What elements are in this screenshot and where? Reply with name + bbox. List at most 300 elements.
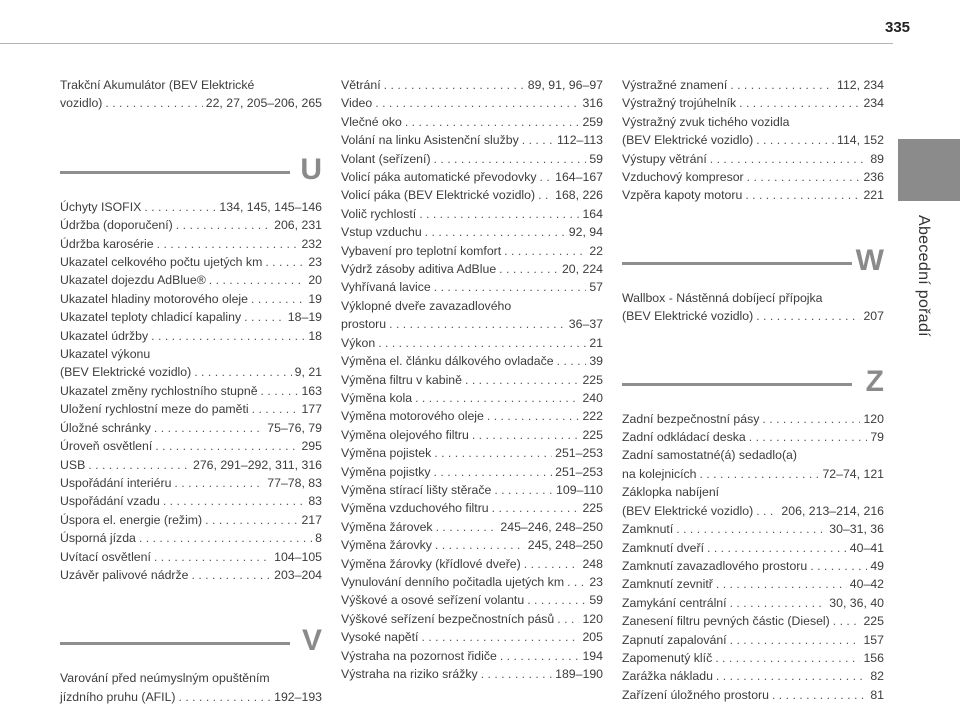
index-entry-line bbox=[60, 345, 322, 363]
index-entry bbox=[622, 483, 884, 520]
index-entry bbox=[341, 481, 603, 499]
index-entry bbox=[341, 536, 603, 554]
index-entry bbox=[341, 242, 603, 260]
index-entry bbox=[341, 131, 603, 149]
dot-leader bbox=[194, 363, 291, 381]
index-entry-line bbox=[622, 520, 884, 538]
dot-leader bbox=[154, 548, 271, 566]
letter-section-header bbox=[60, 142, 322, 186]
dot-leader bbox=[155, 437, 298, 455]
dot-leader bbox=[154, 419, 264, 437]
index-entry bbox=[341, 297, 603, 334]
index-entry-line bbox=[341, 113, 603, 131]
index-entry-line bbox=[341, 518, 603, 536]
index-entry-line bbox=[622, 131, 884, 149]
page-references: 192–193 bbox=[274, 689, 322, 704]
index-entry bbox=[622, 667, 884, 685]
index-term: Výstupy větrání bbox=[622, 151, 707, 166]
index-term: Výměna žárovky bbox=[341, 538, 432, 553]
index-entry bbox=[341, 444, 603, 462]
section-divider bbox=[60, 171, 290, 174]
page-number: 335 bbox=[885, 19, 911, 36]
letter-section-header bbox=[622, 233, 884, 277]
dot-leader bbox=[375, 94, 579, 112]
index-entry-line bbox=[341, 481, 603, 499]
index-entry-line bbox=[60, 235, 322, 253]
dot-leader bbox=[730, 594, 827, 612]
index-term: Výstraha na riziko srážky bbox=[341, 667, 478, 681]
index-entry-line bbox=[341, 591, 603, 609]
page-references: 112, 234 bbox=[837, 78, 884, 92]
index-entry-line bbox=[622, 465, 884, 483]
index-term: na kolejnicích bbox=[622, 466, 697, 481]
page-references: 251–253 bbox=[555, 464, 603, 479]
index-entry bbox=[622, 94, 884, 112]
index-term: Úchyty ISOFIX bbox=[60, 199, 142, 214]
index-term: USB bbox=[60, 457, 86, 472]
index-entry bbox=[60, 216, 322, 234]
index-entry-line bbox=[341, 628, 603, 646]
dot-leader bbox=[179, 688, 272, 706]
index-term: Záklopka nabíjení bbox=[622, 485, 720, 500]
dot-leader bbox=[174, 474, 264, 492]
index-entry-line bbox=[622, 94, 884, 112]
index-term: Volant (seřízení) bbox=[341, 151, 431, 166]
dot-leader bbox=[144, 198, 216, 216]
dot-leader bbox=[833, 612, 861, 630]
index-entry-line bbox=[341, 186, 603, 204]
page-references: 19 bbox=[308, 291, 322, 306]
page-references: 89 bbox=[870, 151, 884, 166]
index-entry bbox=[622, 594, 884, 612]
dot-leader bbox=[538, 186, 552, 204]
index-term: Výstražné znamení bbox=[622, 78, 728, 92]
index-entry bbox=[341, 591, 603, 609]
index-term: Uspořádání interiéru bbox=[60, 475, 172, 490]
index-term: Výdrž zásoby aditiva AdBlue bbox=[341, 262, 497, 277]
index-entry bbox=[622, 539, 884, 557]
index-term: Zadní bezpečnostní pásy bbox=[622, 411, 760, 426]
index-entry bbox=[622, 168, 884, 186]
index-entry-line bbox=[60, 511, 322, 529]
page-references: 40–42 bbox=[849, 577, 884, 592]
page-references: 194 bbox=[582, 648, 603, 663]
index-term: jízdního pruhu (AFIL) bbox=[60, 689, 176, 704]
dot-leader bbox=[421, 628, 579, 646]
index-entry bbox=[341, 389, 603, 407]
page-references: 18 bbox=[308, 328, 322, 343]
index-entry bbox=[60, 669, 322, 706]
index-term: vozidlo) bbox=[60, 96, 103, 111]
index-entry-line bbox=[60, 382, 322, 400]
dot-leader bbox=[739, 94, 860, 112]
page-references: 39 bbox=[589, 354, 603, 369]
index-entry bbox=[622, 612, 884, 630]
dot-leader bbox=[176, 216, 271, 234]
dot-leader bbox=[157, 235, 299, 253]
index-entry-line bbox=[60, 271, 322, 289]
page-references: 240 bbox=[582, 390, 603, 405]
dot-leader bbox=[265, 253, 305, 271]
index-term: Varování před neúmyslným opuštěním bbox=[60, 671, 270, 686]
index-entry bbox=[60, 308, 322, 326]
page-references: 177 bbox=[301, 402, 322, 417]
index-entry bbox=[60, 400, 322, 418]
index-entry-line bbox=[341, 555, 603, 573]
page-references: 21 bbox=[589, 335, 603, 350]
page-references: 189–190 bbox=[555, 667, 603, 681]
page-references: 22, 27, 205–206, 265 bbox=[205, 96, 322, 111]
page-references: 20 bbox=[308, 273, 322, 288]
index-entry-line bbox=[60, 216, 322, 234]
index-term: Zapnutí zapalování bbox=[622, 632, 727, 647]
page-references: 83 bbox=[308, 494, 322, 509]
page-references: 206, 213–214, 216 bbox=[781, 503, 884, 518]
index-entry-line bbox=[341, 76, 603, 94]
index-term: Úložné schránky bbox=[60, 420, 151, 435]
page-references: 225 bbox=[582, 372, 603, 387]
index-entry bbox=[622, 186, 884, 204]
page-references: 120 bbox=[582, 611, 603, 626]
index-entry bbox=[60, 290, 322, 308]
index-term: Vybavení pro teplotní komfort bbox=[341, 243, 502, 258]
index-entry-line bbox=[60, 474, 322, 492]
dot-leader bbox=[500, 647, 580, 665]
section-letter: Z bbox=[865, 364, 884, 398]
index-term: Uložení rychlostní meze do paměti bbox=[60, 402, 249, 417]
index-entry-line bbox=[622, 539, 884, 557]
index-entry bbox=[341, 186, 603, 204]
dot-leader bbox=[810, 557, 867, 575]
index-term: Ukazatel změny rychlostního stupně bbox=[60, 383, 258, 398]
index-term: Wallbox - Nástěnná dobíjecí přípojka bbox=[622, 290, 823, 305]
index-entry-line bbox=[341, 352, 603, 370]
dot-leader bbox=[163, 492, 306, 510]
page-references: 89, 91, 96–97 bbox=[527, 78, 603, 92]
dot-leader bbox=[151, 327, 305, 345]
index-entry bbox=[341, 610, 603, 628]
page-references: 157 bbox=[863, 632, 884, 647]
page-references: 316 bbox=[582, 96, 603, 111]
index-entry-line bbox=[60, 363, 322, 381]
dot-leader bbox=[434, 444, 552, 462]
dot-leader bbox=[716, 575, 847, 593]
dot-leader bbox=[710, 150, 868, 168]
index-entry bbox=[60, 271, 322, 289]
index-entry-line bbox=[622, 483, 884, 501]
index-entry-line bbox=[60, 198, 322, 216]
index-term: Výstražný trojúhelník bbox=[622, 96, 737, 111]
section-divider bbox=[622, 262, 852, 265]
index-entry-line bbox=[341, 499, 603, 517]
page-references: 207 bbox=[863, 309, 884, 324]
index-term: Ukazatel celkového počtu ujetých km bbox=[60, 255, 263, 270]
index-entry-line bbox=[341, 168, 603, 186]
index-term: Výměna filtru v kabině bbox=[341, 372, 462, 387]
index-entry bbox=[60, 437, 322, 455]
index-entry-line bbox=[60, 327, 322, 345]
dot-leader bbox=[567, 573, 586, 591]
index-term: Výškové a osové seřízení volantu bbox=[341, 593, 525, 608]
index-entry bbox=[622, 76, 884, 94]
index-term: Vlečné oko bbox=[341, 114, 402, 129]
index-entry bbox=[60, 548, 322, 566]
dot-leader bbox=[492, 499, 580, 517]
index-term: Volicí páka (BEV Elektrické vozidlo) bbox=[341, 188, 536, 203]
page-references: 259 bbox=[582, 114, 603, 129]
dot-leader bbox=[434, 278, 587, 296]
index-entry-line bbox=[622, 410, 884, 428]
index-entry bbox=[341, 371, 603, 389]
index-term: Úsporná jízda bbox=[60, 531, 136, 546]
page-references: 40–41 bbox=[849, 540, 884, 555]
index-entry bbox=[341, 278, 603, 296]
dot-leader bbox=[244, 308, 285, 326]
index-column-1 bbox=[60, 76, 322, 706]
index-entry bbox=[622, 150, 884, 168]
index-term: Zadní odkládací deska bbox=[622, 430, 746, 445]
index-entry bbox=[341, 168, 603, 186]
index-entry bbox=[341, 573, 603, 591]
index-term: (BEV Elektrické vozidlo) bbox=[622, 133, 754, 148]
index-term: Vzpěra kapoty motoru bbox=[622, 188, 743, 203]
index-entry-line bbox=[622, 612, 884, 630]
dot-leader bbox=[522, 131, 554, 149]
index-entry bbox=[60, 492, 322, 510]
index-term: Vysoké napětí bbox=[341, 630, 419, 645]
index-entry-line bbox=[60, 290, 322, 308]
index-entry-line bbox=[60, 529, 322, 547]
index-entry bbox=[341, 628, 603, 646]
index-term: Zamknutí bbox=[622, 522, 674, 537]
page-references: 20, 224 bbox=[561, 262, 603, 277]
dot-leader bbox=[487, 407, 580, 425]
dot-leader bbox=[494, 481, 553, 499]
index-term: Video bbox=[341, 96, 373, 111]
page-references: 295 bbox=[301, 439, 322, 454]
index-entry-line bbox=[60, 492, 322, 510]
index-term: Volání na linku Asistenční služby bbox=[341, 133, 519, 148]
section-tab bbox=[898, 0, 960, 640]
index-term: Ukazatel teploty chladicí kapaliny bbox=[60, 310, 242, 325]
dot-leader bbox=[434, 463, 553, 481]
index-term: Vstup vzduchu bbox=[341, 225, 422, 240]
page-references: 168, 226 bbox=[555, 188, 603, 203]
index-entry bbox=[622, 446, 884, 483]
index-entry bbox=[622, 520, 884, 538]
page-references: 9, 21 bbox=[294, 365, 322, 380]
index-term: Zarážka nákladu bbox=[622, 669, 713, 684]
index-term: Výškové seřízení bezpečnostních pásů bbox=[341, 611, 555, 626]
index-entry bbox=[341, 94, 603, 112]
section-tab-marker bbox=[898, 139, 960, 201]
index-entry bbox=[341, 150, 603, 168]
index-entry bbox=[60, 76, 322, 113]
index-entry-line bbox=[341, 131, 603, 149]
index-term: Výměna vzduchového filtru bbox=[341, 501, 489, 516]
index-entry bbox=[622, 289, 884, 326]
header-divider bbox=[0, 43, 893, 44]
dot-leader bbox=[756, 307, 860, 325]
index-term: Ukazatel dojezdu AdBlue® bbox=[60, 273, 206, 288]
page-references: 221 bbox=[863, 188, 884, 203]
dot-leader bbox=[251, 290, 305, 308]
index-term: Uspořádání vzadu bbox=[60, 494, 160, 509]
page-references: 22 bbox=[589, 243, 603, 258]
index-entry-line bbox=[622, 575, 884, 593]
index-term: (BEV Elektrické vozidlo) bbox=[622, 309, 754, 324]
index-entry bbox=[341, 463, 603, 481]
dot-leader bbox=[419, 205, 579, 223]
dot-leader bbox=[425, 223, 566, 241]
index-entry bbox=[60, 474, 322, 492]
index-entry-line bbox=[341, 260, 603, 278]
index-entry-line bbox=[60, 548, 322, 566]
index-entry-line bbox=[60, 419, 322, 437]
dot-leader bbox=[756, 131, 834, 149]
index-term: Zařízení úložného prostoru bbox=[622, 687, 769, 702]
dot-leader bbox=[524, 555, 580, 573]
index-entry-line bbox=[622, 594, 884, 612]
index-term: Výměna olejového filtru bbox=[341, 427, 469, 442]
index-entry-line bbox=[341, 205, 603, 223]
index-term: Volič rychlostí bbox=[341, 206, 417, 221]
dot-leader bbox=[434, 150, 587, 168]
index-term: Výstraha na pozornost řidiče bbox=[341, 648, 497, 663]
index-entry-line bbox=[60, 400, 322, 418]
index-term: Vzduchový kompresor bbox=[622, 170, 744, 185]
dot-leader bbox=[676, 520, 826, 538]
index-term: Zamknutí dveří bbox=[622, 540, 705, 555]
index-term: Trakční Akumulátor (BEV Elektrické bbox=[60, 78, 255, 92]
dot-leader bbox=[730, 76, 834, 94]
dot-leader bbox=[192, 566, 272, 584]
page-references: 248 bbox=[582, 556, 603, 571]
index-entry-line bbox=[622, 168, 884, 186]
index-entry-line bbox=[341, 278, 603, 296]
dot-leader bbox=[499, 260, 559, 278]
page-references: 49 bbox=[870, 558, 884, 573]
index-term: Výkon bbox=[341, 335, 376, 350]
index-term: Výstražný zvuk tichého vozidla bbox=[622, 114, 790, 129]
index-term: prostoru bbox=[341, 317, 387, 332]
page-references: 236 bbox=[863, 170, 884, 185]
index-entry-line bbox=[341, 150, 603, 168]
index-entry-line bbox=[341, 94, 603, 112]
dot-leader bbox=[700, 465, 820, 483]
index-entry bbox=[341, 426, 603, 444]
index-entry-line bbox=[622, 76, 884, 94]
index-term: Zanesení filtru pevných částic (Diesel) bbox=[622, 614, 830, 629]
index-entry bbox=[60, 198, 322, 216]
page-references: 77–78, 83 bbox=[267, 475, 322, 490]
dot-leader bbox=[384, 76, 525, 94]
index-entry bbox=[60, 253, 322, 271]
index-term: Výměna kola bbox=[341, 390, 413, 405]
index-entry-line bbox=[60, 669, 322, 687]
dot-leader bbox=[756, 502, 778, 520]
index-entry bbox=[341, 76, 603, 94]
dot-leader bbox=[557, 352, 587, 370]
dot-leader bbox=[762, 410, 860, 428]
dot-leader bbox=[378, 334, 586, 352]
page-references: 30, 36, 40 bbox=[829, 595, 884, 610]
page-references: 276, 291–292, 311, 316 bbox=[192, 457, 322, 472]
index-term: Úspora el. energie (režim) bbox=[60, 512, 203, 527]
index-entry-line bbox=[341, 536, 603, 554]
index-term: Uvítací osvětlení bbox=[60, 549, 151, 564]
index-term: Ukazatel výkonu bbox=[60, 347, 151, 362]
dot-leader bbox=[209, 271, 306, 289]
section-letter: W bbox=[855, 243, 884, 277]
index-entry-line bbox=[341, 665, 603, 683]
index-term: Vynulování denního počitadla ujetých km bbox=[341, 574, 565, 589]
index-entry bbox=[622, 113, 884, 150]
index-entry-line bbox=[341, 610, 603, 628]
index-entry-line bbox=[60, 94, 322, 112]
index-entry bbox=[60, 419, 322, 437]
index-entry-line bbox=[341, 647, 603, 665]
dot-leader bbox=[749, 428, 868, 446]
page-references: 156 bbox=[863, 650, 884, 665]
page-references: 72–74, 121 bbox=[822, 466, 884, 481]
index-entry-line bbox=[341, 389, 603, 407]
dot-leader bbox=[436, 518, 498, 536]
index-entry bbox=[622, 428, 884, 446]
dot-leader bbox=[88, 456, 190, 474]
index-entry bbox=[341, 555, 603, 573]
index-term: (BEV Elektrické vozidlo) bbox=[622, 503, 754, 518]
index-entry-line bbox=[622, 307, 884, 325]
page-references: 59 bbox=[589, 151, 603, 166]
dot-leader bbox=[716, 667, 867, 685]
page-references: 30–31, 36 bbox=[829, 522, 884, 537]
index-column-3 bbox=[622, 76, 884, 704]
index-entry bbox=[341, 407, 603, 425]
index-term: Výměna žárovky (křídlové dveře) bbox=[341, 556, 521, 571]
section-divider bbox=[60, 642, 290, 645]
page-references: 205 bbox=[582, 630, 603, 645]
index-term: Zapomenutý klíč bbox=[622, 650, 713, 665]
dot-leader bbox=[504, 242, 586, 260]
page-references: 112–113 bbox=[556, 133, 603, 148]
dot-leader bbox=[139, 529, 312, 547]
page-references: 79 bbox=[870, 430, 884, 445]
page-references: 114, 152 bbox=[837, 133, 884, 148]
index-entry bbox=[341, 352, 603, 370]
page-references: 164–167 bbox=[555, 170, 603, 185]
page-references: 36–37 bbox=[568, 317, 603, 332]
page-references: 120 bbox=[863, 411, 884, 426]
dot-leader bbox=[389, 315, 566, 333]
section-letter: U bbox=[300, 152, 322, 186]
index-entry-line bbox=[622, 557, 884, 575]
index-entry-line bbox=[622, 186, 884, 204]
index-entry-line bbox=[60, 456, 322, 474]
page-references: 75–76, 79 bbox=[267, 420, 322, 435]
index-term: Výměna pojistek bbox=[341, 446, 432, 461]
dot-leader bbox=[415, 389, 579, 407]
page-references: 225 bbox=[582, 501, 603, 516]
page-references: 225 bbox=[582, 427, 603, 442]
index-entry bbox=[60, 511, 322, 529]
index-term: Volicí páka automatické převodovky bbox=[341, 170, 537, 185]
index-entry bbox=[341, 223, 603, 241]
index-entry bbox=[60, 327, 322, 345]
dot-leader bbox=[715, 649, 860, 667]
index-entry-line bbox=[341, 444, 603, 462]
index-entry bbox=[341, 518, 603, 536]
